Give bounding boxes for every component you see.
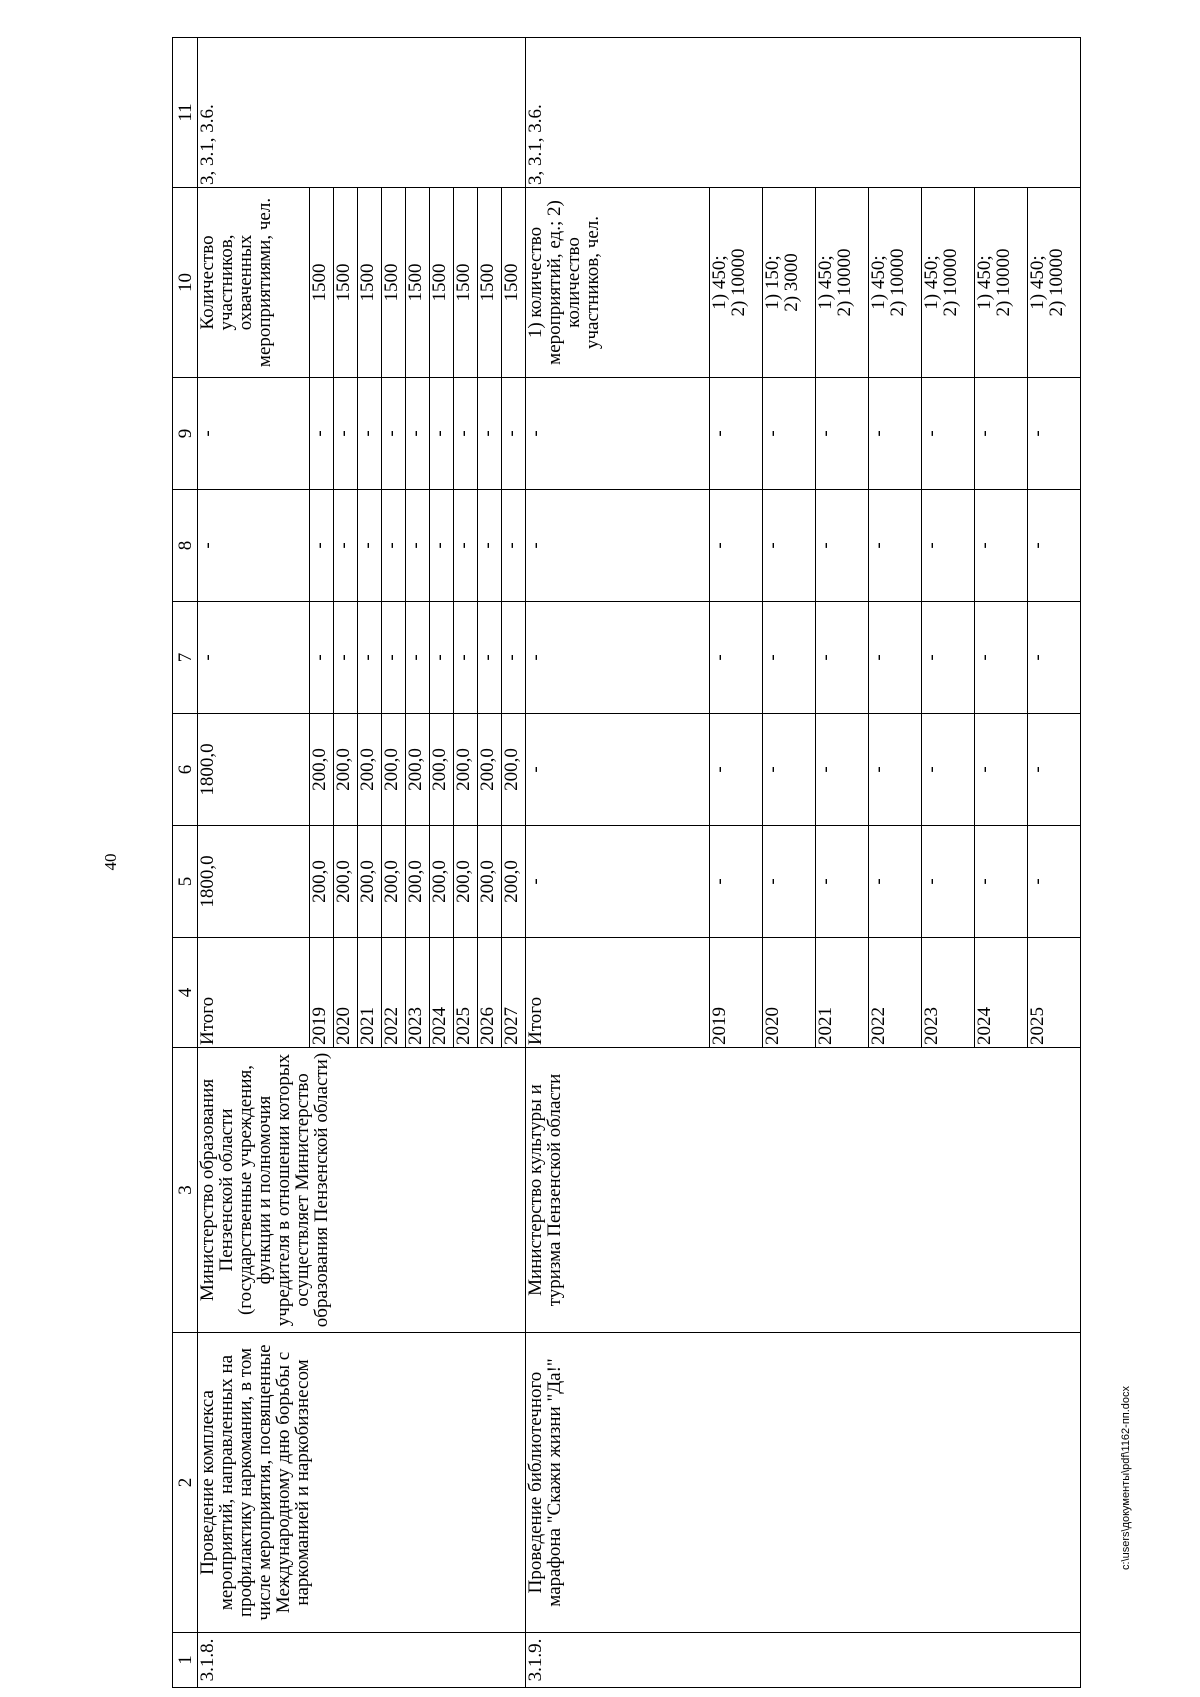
year-c7-cell: - — [478, 602, 502, 714]
year-c7-cell: - — [382, 602, 406, 714]
year-indicator-cell: 1500 — [382, 188, 406, 378]
year-c7-cell: - — [502, 602, 526, 714]
year-c7-cell: - — [334, 602, 358, 714]
year-c5-cell: 200,0 — [502, 826, 526, 938]
total-col9-cell: - — [198, 378, 310, 490]
year-c5-cell: 200,0 — [406, 826, 430, 938]
year-year-cell: 2021 — [358, 938, 382, 1048]
year-c6-cell: 200,0 — [454, 714, 478, 826]
year-indicator-cell: 1500 — [406, 188, 430, 378]
year-c5-cell: - — [975, 826, 1028, 938]
year-c8-cell: - — [816, 490, 869, 602]
year-year-cell: 2025 — [1028, 938, 1081, 1048]
year-year-cell: 2019 — [710, 938, 763, 1048]
year-c7-cell: - — [710, 602, 763, 714]
total-col5-cell: 1800,0 — [198, 826, 310, 938]
year-c7-cell: - — [922, 602, 975, 714]
year-c7-cell: - — [763, 602, 816, 714]
year-indicator-cell: 1500 — [478, 188, 502, 378]
indicator-value-2: 2) 10000 — [1046, 248, 1067, 317]
year-indicator-cell — [763, 188, 816, 378]
year-year-cell: 2027 — [502, 938, 526, 1048]
indicator-value-2: 2) 10000 — [940, 248, 961, 317]
year-c6-cell: 200,0 — [406, 714, 430, 826]
tasks-cell: 3, 3.1, 3.6. — [198, 38, 526, 188]
year-c8-cell: - — [430, 490, 454, 602]
year-indicator-cell: 1500 — [334, 188, 358, 378]
year-c5-cell: 200,0 — [310, 826, 334, 938]
column-header: 10 — [173, 188, 198, 378]
total-label-cell: Итого — [526, 938, 710, 1048]
year-c9-cell: - — [334, 378, 358, 490]
program-measures-table — [172, 37, 1081, 1688]
year-c5-cell: 200,0 — [382, 826, 406, 938]
year-c6-cell: 200,0 — [310, 714, 334, 826]
year-c9-cell: - — [382, 378, 406, 490]
year-c7-cell: - — [310, 602, 334, 714]
column-header: 9 — [173, 378, 198, 490]
year-c6-cell: 200,0 — [382, 714, 406, 826]
indicator-value-1: 1) 450; — [868, 255, 889, 310]
year-c9-cell: - — [922, 378, 975, 490]
year-c5-cell: 200,0 — [430, 826, 454, 938]
year-c7-cell: - — [816, 602, 869, 714]
year-c8-cell: - — [406, 490, 430, 602]
year-c9-cell: - — [478, 378, 502, 490]
year-c9-cell: - — [430, 378, 454, 490]
column-header: 4 — [173, 938, 198, 1048]
year-year-cell: 2022 — [869, 938, 922, 1048]
year-c7-cell: - — [975, 602, 1028, 714]
tasks-cell: 3, 3.1, 3.6. — [526, 38, 1081, 188]
year-c9-cell: - — [1028, 378, 1081, 490]
year-c5-cell: 200,0 — [454, 826, 478, 938]
year-c5-cell: - — [869, 826, 922, 938]
year-year-cell: 2020 — [334, 938, 358, 1048]
total-col8-cell: - — [526, 490, 710, 602]
total-col5-cell: - — [526, 826, 710, 938]
year-c9-cell: - — [710, 378, 763, 490]
measure-name-cell: Проведение библиотечного марафона "Скажи жизни "Да!" — [526, 1333, 1081, 1633]
year-c8-cell: - — [454, 490, 478, 602]
year-c9-cell: - — [358, 378, 382, 490]
year-c6-cell: - — [922, 714, 975, 826]
year-c6-cell: 200,0 — [502, 714, 526, 826]
year-c6-cell: - — [763, 714, 816, 826]
total-col6-cell: - — [526, 714, 710, 826]
column-header: 5 — [173, 826, 198, 938]
indicator-value-1: 1) 450; — [1027, 255, 1048, 310]
year-indicator-cell — [975, 188, 1028, 378]
executor-cell: Министерство культуры и туризма Пензенской области — [526, 1048, 1081, 1333]
year-c5-cell: - — [1028, 826, 1081, 938]
year-c5-cell: 200,0 — [478, 826, 502, 938]
indicator-value-2: 2) 10000 — [728, 248, 749, 317]
column-header: 11 — [173, 38, 198, 188]
year-c9-cell: - — [816, 378, 869, 490]
year-c6-cell: - — [816, 714, 869, 826]
total-label-cell: Итого — [198, 938, 310, 1048]
year-year-cell: 2024 — [430, 938, 454, 1048]
year-c7-cell: - — [1028, 602, 1081, 714]
indicator-cell: Количество участников, охваченных мероприятиями, чел. — [198, 188, 310, 378]
year-c8-cell: - — [358, 490, 382, 602]
year-c5-cell: - — [763, 826, 816, 938]
year-c6-cell: 200,0 — [358, 714, 382, 826]
year-c9-cell: - — [454, 378, 478, 490]
year-c9-cell: - — [869, 378, 922, 490]
year-c7-cell: - — [358, 602, 382, 714]
year-c6-cell: 200,0 — [334, 714, 358, 826]
year-c7-cell: - — [454, 602, 478, 714]
year-indicator-cell — [816, 188, 869, 378]
year-c6-cell: - — [710, 714, 763, 826]
year-indicator-cell: 1500 — [430, 188, 454, 378]
total-col7-cell: - — [198, 602, 310, 714]
year-c9-cell: - — [310, 378, 334, 490]
indicator-value-2: 2) 3000 — [781, 253, 802, 312]
footer-file-path-text: c:\users\документы\pdf\1162-пп.docx — [1120, 1385, 1132, 1570]
year-c5-cell: 200,0 — [358, 826, 382, 938]
table-row-total — [198, 38, 310, 1688]
column-header: 1 — [173, 1633, 198, 1688]
year-c7-cell: - — [430, 602, 454, 714]
year-c8-cell: - — [710, 490, 763, 602]
year-c6-cell: - — [869, 714, 922, 826]
total-col8-cell: - — [198, 490, 310, 602]
year-c9-cell: - — [406, 378, 430, 490]
column-header: 8 — [173, 490, 198, 602]
year-year-cell: 2021 — [816, 938, 869, 1048]
year-c6-cell: - — [1028, 714, 1081, 826]
indicator-value-1: 1) 450; — [974, 255, 995, 310]
year-year-cell: 2026 — [478, 938, 502, 1048]
column-header: 3 — [173, 1048, 198, 1333]
indicator-value-1: 1) 450; — [709, 255, 730, 310]
year-c8-cell: - — [334, 490, 358, 602]
measure-number-cell: 3.1.8. — [198, 1633, 526, 1688]
page-number: 40 — [101, 853, 120, 871]
table-row-total — [526, 38, 710, 1688]
year-c8-cell: - — [1028, 490, 1081, 602]
year-indicator-cell — [1028, 188, 1081, 378]
year-c8-cell: - — [478, 490, 502, 602]
year-c8-cell: - — [869, 490, 922, 602]
executor-cell: Министерство образования Пензенской области (государственные учреждения, функции и полномочия учредителя в отношении которых осуществляет Министерство образования Пензенской области) — [198, 1048, 526, 1333]
year-year-cell: 2023 — [406, 938, 430, 1048]
indicator-value-1: 1) 150; — [762, 255, 783, 310]
column-header: 6 — [173, 714, 198, 826]
year-c8-cell: - — [763, 490, 816, 602]
year-c7-cell: - — [869, 602, 922, 714]
year-indicator-cell — [710, 188, 763, 378]
indicator-value-1: 1) 450; — [815, 255, 836, 310]
rotated-table-container — [172, 38, 1182, 1688]
year-c8-cell: - — [502, 490, 526, 602]
year-indicator-cell: 1500 — [310, 188, 334, 378]
year-c9-cell: - — [975, 378, 1028, 490]
year-c8-cell: - — [382, 490, 406, 602]
year-c7-cell: - — [406, 602, 430, 714]
year-indicator-cell — [869, 188, 922, 378]
year-c6-cell: 200,0 — [478, 714, 502, 826]
year-indicator-cell: 1500 — [454, 188, 478, 378]
year-c5-cell: - — [816, 826, 869, 938]
year-indicator-cell — [922, 188, 975, 378]
year-c8-cell: - — [922, 490, 975, 602]
year-indicator-cell: 1500 — [358, 188, 382, 378]
year-year-cell: 2019 — [310, 938, 334, 1048]
year-c5-cell: - — [710, 826, 763, 938]
year-c8-cell: - — [975, 490, 1028, 602]
year-indicator-cell: 1500 — [502, 188, 526, 378]
measure-number-cell: 3.1.9. — [526, 1633, 1081, 1688]
measure-name-cell: Проведение комплекса мероприятий, направленных на профилактику наркомании, в том числе мероприятия, посвященные Международному дню борьбы с наркоманией и наркобизнесом — [198, 1333, 526, 1633]
year-c5-cell: 200,0 — [334, 826, 358, 938]
header-row — [173, 38, 198, 1688]
indicator-value-2: 2) 10000 — [993, 248, 1014, 317]
indicator-value-1: 1) 450; — [921, 255, 942, 310]
total-col7-cell: - — [526, 602, 710, 714]
indicator-value-2: 2) 10000 — [887, 248, 908, 317]
year-year-cell: 2023 — [922, 938, 975, 1048]
year-year-cell: 2022 — [382, 938, 406, 1048]
year-c6-cell: 200,0 — [430, 714, 454, 826]
total-col9-cell: - — [526, 378, 710, 490]
year-c5-cell: - — [922, 826, 975, 938]
table-body — [198, 38, 1081, 1688]
year-year-cell: 2020 — [763, 938, 816, 1048]
column-header: 7 — [173, 602, 198, 714]
indicator-cell: 1) количество мероприятий, ед.; 2) количество участников, чел. — [526, 188, 710, 378]
year-year-cell: 2024 — [975, 938, 1028, 1048]
year-c8-cell: - — [310, 490, 334, 602]
year-c9-cell: - — [502, 378, 526, 490]
indicator-value-2: 2) 10000 — [834, 248, 855, 317]
year-c6-cell: - — [975, 714, 1028, 826]
total-col6-cell: 1800,0 — [198, 714, 310, 826]
column-header: 2 — [173, 1333, 198, 1633]
year-c9-cell: - — [763, 378, 816, 490]
year-year-cell: 2025 — [454, 938, 478, 1048]
